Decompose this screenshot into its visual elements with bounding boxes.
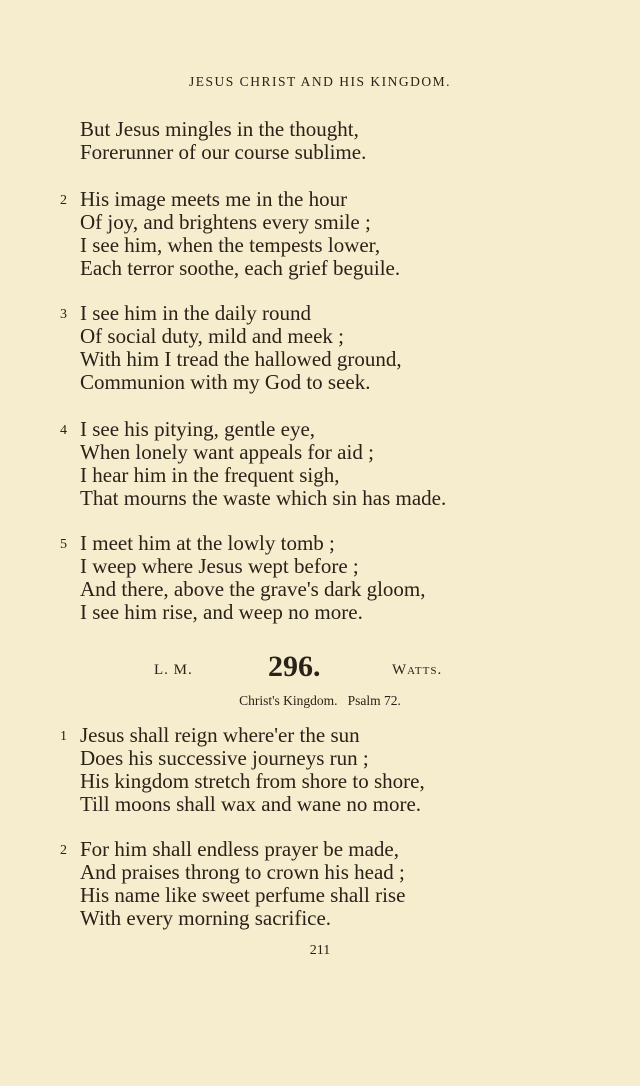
hymn-author: Watts. <box>392 662 443 678</box>
verse-line: When lonely want appeals for aid ; <box>80 440 374 464</box>
hymn-subtitle: Christ's Kingdom. Psalm 72. <box>239 693 401 708</box>
stanza-number: 1 <box>60 729 67 744</box>
stanza-2 <box>60 188 620 280</box>
verse-line: I hear him in the frequent sigh, <box>80 463 340 487</box>
verse-line: Jesus shall reign where'er the sun <box>80 723 360 747</box>
hymn-heading <box>0 650 640 690</box>
verse-line: I see his pitying, gentle eye, <box>80 417 316 441</box>
verse-line: I meet him at the lowly tomb ; <box>80 531 335 555</box>
verse-line: For him shall endless prayer be made, <box>80 837 399 861</box>
stanza-5 <box>60 532 620 624</box>
hymn-stanza-2 <box>60 838 620 930</box>
page-number: 211 <box>309 943 331 958</box>
hymn-meter: L. M. <box>154 662 193 678</box>
stanza-3 <box>60 302 620 394</box>
stanza-number: 5 <box>60 537 67 552</box>
verse-line: Of joy, and brightens every smile ; <box>80 210 371 234</box>
verse-line: His name like sweet perfume shall rise <box>80 883 406 907</box>
stanza-number: 2 <box>60 843 67 858</box>
verse-line: That mourns the waste which sin has made. <box>80 486 447 510</box>
stanza-number: 4 <box>60 423 67 438</box>
verse-line: But Jesus mingles in the thought, <box>80 117 359 141</box>
verse-line: Till moons shall wax and wane no more. <box>80 792 422 816</box>
verse-line: I weep where Jesus wept before ; <box>80 554 359 578</box>
stanza-number: 2 <box>60 193 67 208</box>
verse-line: I see him rise, and weep no more. <box>80 600 363 624</box>
verse-line: With every morning sacrifice. <box>80 906 332 930</box>
hymn-stanza-1 <box>60 724 620 816</box>
verse-line: And praises throng to crown his head ; <box>80 860 405 884</box>
verse-line: Does his successive journeys run ; <box>80 746 369 770</box>
verse-line: I see him, when the tempests lower, <box>80 233 381 257</box>
stanza-4 <box>60 418 620 510</box>
running-head: JESUS CHRIST AND HIS KINGDOM. <box>189 74 451 89</box>
verse-line: Communion with my God to seek. <box>80 370 371 394</box>
stanza-continued <box>60 118 620 164</box>
verse-line: His image meets me in the hour <box>80 187 348 211</box>
verse-line: Of social duty, mild and meek ; <box>80 324 344 348</box>
verse-line: I see him in the daily round <box>80 301 311 325</box>
verse-line: Forerunner of our course sublime. <box>80 140 367 164</box>
verse-line: His kingdom stretch from shore to shore, <box>80 769 425 793</box>
stanza-number: 3 <box>60 307 67 322</box>
verse-line: With him I tread the hallowed ground, <box>80 347 402 371</box>
hymn-number: 296. <box>268 650 321 683</box>
verse-line: Each terror soothe, each grief beguile. <box>80 256 401 280</box>
verse-line: And there, above the grave's dark gloom, <box>80 577 426 601</box>
